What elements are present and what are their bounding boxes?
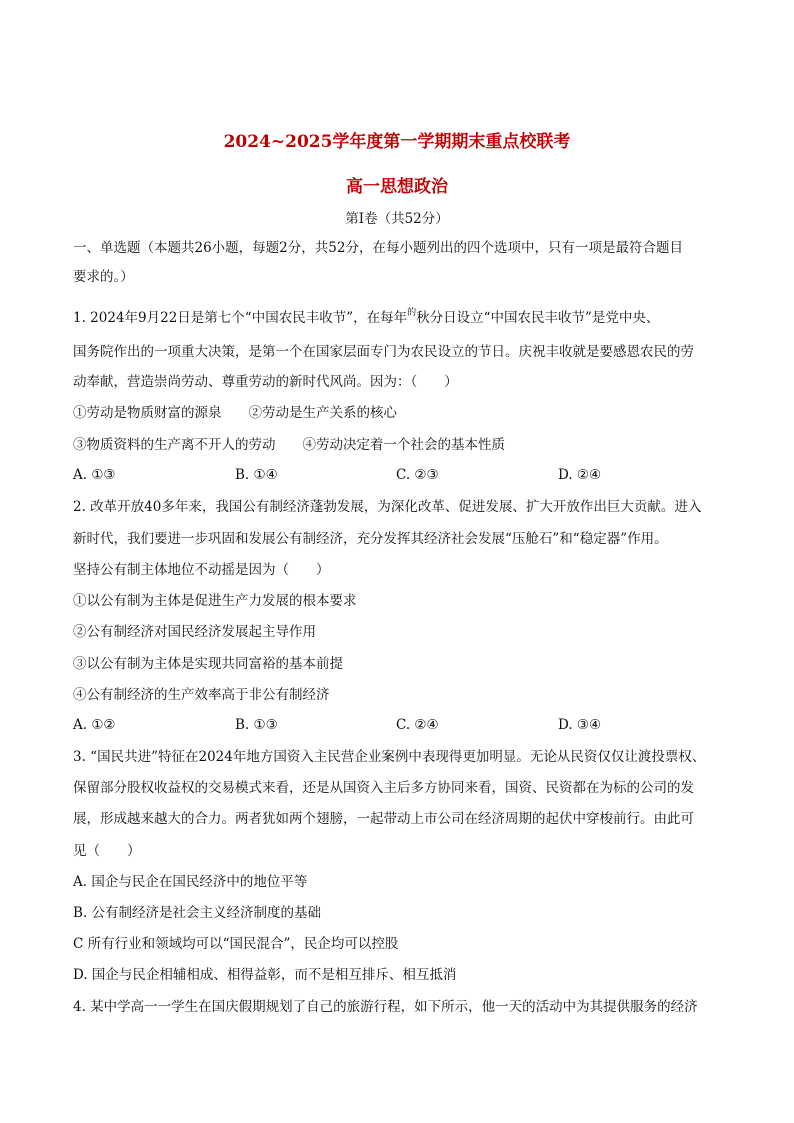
q2-statement-1: ①以公有制为主体是促进生产力发展的根本要求 <box>73 593 357 609</box>
q2-option-a[interactable]: A. ①② <box>73 717 116 733</box>
q2-line1: 2. 改革开放40多年来，我国公有制经济蓬勃发展，为深化改革、促进发展、扩大开放作出巨大贡献。进入 <box>73 499 702 515</box>
q2-option-d[interactable]: D. ③④ <box>558 717 602 733</box>
section-instruction-line2: 要求的。） <box>73 269 134 285</box>
q1-line3: 动奉献，营造崇尚劳动、尊重劳动的新时代风尚。因为：（ ） <box>73 374 458 390</box>
q3-option-d[interactable]: D. 国企与民企相辅相成、相得益彰，而不是相互排斥、相互抵消 <box>73 967 457 983</box>
q1-statement-2: ③物质资料的生产离不开人的劳动 ④劳动决定着一个社会的基本性质 <box>73 437 505 453</box>
q1-line2: 国务院作出的一项重大决策，是第一个在国家层面专门为农民设立的节日。庆祝丰收就是要感恩农民的劳 <box>73 344 694 360</box>
q1-statement-1: ①劳动是物质财富的源泉 ②劳动是生产关系的核心 <box>73 405 397 421</box>
q2-line3: 坚持公有制主体地位不动摇是因为（ ） <box>73 562 330 578</box>
q2-option-b[interactable]: B. ①③ <box>235 717 278 733</box>
q1-option-d[interactable]: D. ②④ <box>558 467 602 483</box>
q1-option-c[interactable]: C. ②③ <box>396 467 439 483</box>
subject-title: 高一思想政治 <box>346 177 448 197</box>
q1-line1 <box>73 309 659 329</box>
q4-line1: 4. 某中学高一一学生在国庆假期规划了自己的旅游行程，如下所示，他一天的活动中为其提供服务的经济 <box>73 999 698 1015</box>
q1-superscript: 的 <box>407 308 417 318</box>
q2-option-c[interactable]: C. ②④ <box>396 717 439 733</box>
q2-statement-3: ③以公有制为主体是实现共同富裕的基本前提 <box>73 656 343 672</box>
exam-title: 2024~2025学年度第一学期期末重点校联考 <box>223 132 571 152</box>
q3-option-b[interactable]: B. 公有制经济是社会主义经济制度的基础 <box>73 905 322 921</box>
q1-line1b: 秋分日设立“中国农民丰收节”是党中央、 <box>416 310 660 326</box>
q3-option-c[interactable]: C 所有行业和领域均可以“国民混合”，民企均可以控股 <box>73 936 399 952</box>
q3-line1: 3. “国民共进”特征在2024年地方国资入主民营企业案例中表现得更加明显。无论从民资仅仅让渡投票权、 <box>73 749 706 765</box>
q2-statement-2: ②公有制经济对国民经济发展起主导作用 <box>73 624 316 640</box>
q1-line1a: 1. 2024年9月22日是第七个“中国农民丰收节”，在每年 <box>73 310 408 326</box>
section-instruction-line1: 一、单选题（本题共26小题，每题2分，共52分，在每小题列出的四个选项中，只有一项是最符合题目 <box>73 240 683 256</box>
q3-line4: 见（ ） <box>73 843 141 859</box>
q1-option-a[interactable]: A. ①③ <box>73 467 116 483</box>
q1-option-b[interactable]: B. ①④ <box>235 467 278 483</box>
q2-statement-4: ④公有制经济的生产效率高于非公有制经济 <box>73 687 330 703</box>
volume-heading: 第I卷（共52分） <box>345 211 449 227</box>
q2-line2: 新时代，我们要进一步巩固和发展公有制经济，充分发挥其经济社会发展“压舱石”和“稳定器”作用。 <box>73 531 668 547</box>
q3-line3: 展，形成越来越大的合力。两者犹如两个翅膀，一起带动上市公司在经济周期的起伏中穿梭前行。由此可 <box>73 811 694 827</box>
q3-line2: 保留部分股权收益权的交易模式来看，还是从国资入主后多方协同来看，国资、民资都在为标的公司的发 <box>73 780 694 796</box>
q3-option-a[interactable]: A. 国企与民企在国民经济中的地位平等 <box>73 874 308 890</box>
